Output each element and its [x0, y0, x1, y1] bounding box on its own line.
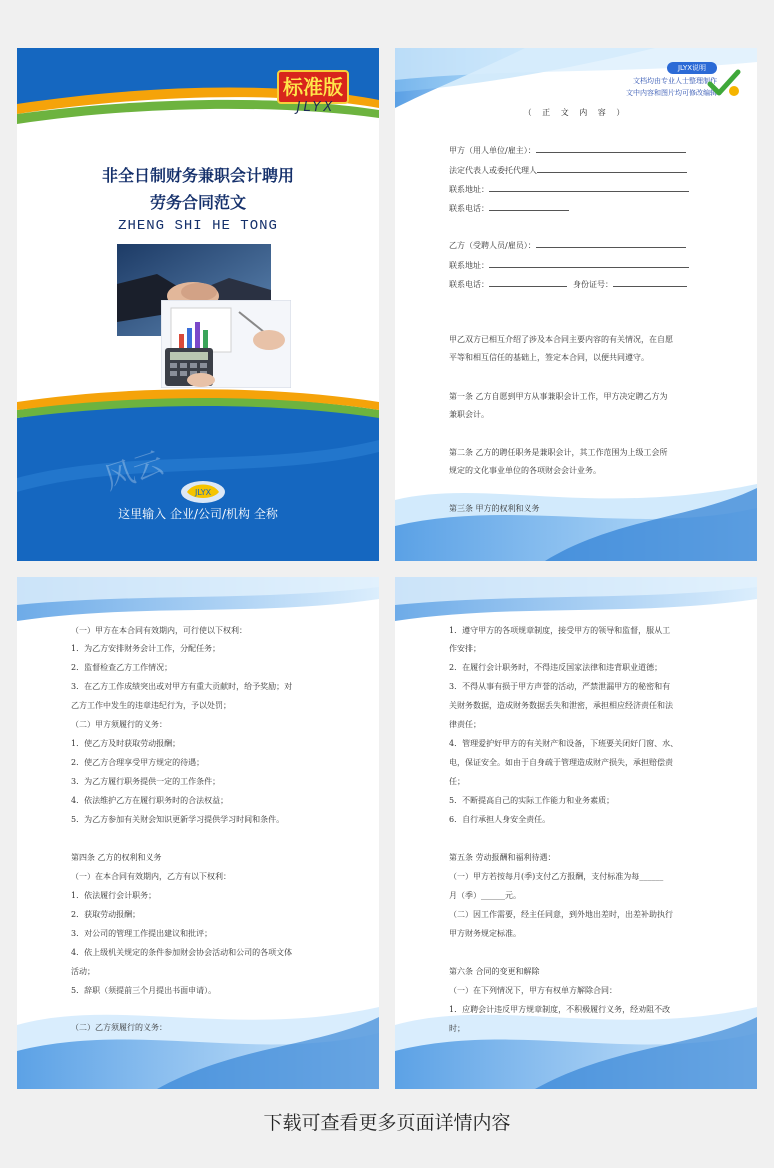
text-line: 2．在履行会计职务时，不得违反国家法律和违背职业道德；: [449, 663, 663, 672]
clause-3: 第三条 甲方的权利和义务: [449, 504, 540, 513]
cover-page: [17, 48, 379, 561]
cover-pinyin: ZHENG SHI HE TONG: [118, 218, 278, 234]
text-line: （一）甲方在本合同有效期内，可行使以下权利：: [71, 626, 247, 635]
text-line: 4．依法维护乙方在履行职务时的合法权益；: [71, 796, 229, 805]
text-line: 律责任；: [449, 720, 481, 729]
clause-5: 第五条 劳动报酬和福利待遇：: [449, 853, 556, 862]
party-a-phone-label: 联系电话：: [449, 204, 489, 213]
cover-company-name: 这里输入 企业/公司/机构 全称: [118, 507, 278, 521]
brand-logo-icon: [179, 478, 227, 506]
text-line: 活动；: [71, 967, 95, 976]
party-b-phone-blank[interactable]: [489, 279, 567, 287]
contract-page-3: [395, 577, 757, 1089]
text-line: 1．使乙方及时获取劳动报酬；: [71, 739, 181, 748]
note-line-1: 文档均由专业人士整理制作: [633, 77, 717, 85]
text-line: 2．监督检查乙方工作情况；: [71, 663, 173, 672]
party-b-addr-blank[interactable]: [489, 260, 689, 268]
text-line: （二）乙方须履行的义务：: [71, 1023, 167, 1032]
party-b-label: 乙方（受聘人员/雇员）：: [449, 241, 536, 250]
party-b-line: [449, 240, 686, 251]
cover-title-line2: 劳务合同范文: [149, 193, 246, 212]
contract-page-2: [17, 577, 379, 1089]
text-line: 时；: [449, 1024, 465, 1033]
party-a-phone-line: [449, 203, 569, 214]
brand-logo-text: JLYX: [194, 488, 212, 497]
text-line: 5．不断提高自己的实际工作能力和业务素质；: [449, 796, 615, 805]
text-line: 4．依上级机关规定的条件参加财会协会活动和公司的各项文体: [71, 948, 293, 957]
text-line: 1．应聘会计违反甲方规章制度，不积极履行义务，经劝阻不改: [449, 1005, 671, 1014]
party-b-contact-line: [449, 279, 687, 290]
text-line: 2．获取劳动报酬；: [71, 910, 141, 919]
party-a-addr-label: 联系地址：: [449, 185, 489, 194]
party-a-rep-blank[interactable]: [537, 165, 687, 173]
calculator-photo: [161, 300, 291, 388]
text-line: 3．不得从事有损于甲方声誉的活动，严禁泄漏甲方的秘密和有: [449, 682, 671, 691]
download-more-link[interactable]: 下载可查看更多页面详情内容: [263, 1112, 511, 1134]
section-title: （ 正 文 内 容 ）: [523, 108, 629, 117]
text-line: （一）甲方若按每月(季)支付乙方报酬，支付标准为每______: [449, 872, 664, 881]
clause-4: 第四条 乙方的权利和义务: [71, 853, 162, 862]
paragraph-line: 规定的文化事业单位的各项财会会计业务。: [449, 466, 601, 475]
text-line: 3．对公司的管理工作提出建议和批评；: [71, 929, 213, 938]
checkmark-icon: [707, 68, 741, 98]
text-line: （一）在本合同有效期内，乙方有以下权利：: [71, 872, 231, 881]
text-line: （一）在下列情况下，甲方有权单方解除合同：: [449, 986, 617, 995]
party-b-id-label: 身份证号：: [573, 280, 613, 289]
party-a-rep-label: 法定代表人或委托代理人: [449, 166, 537, 175]
text-line: 3．为乙方履行职务提供一定的工作条件；: [71, 777, 221, 786]
paragraph-line: 兼职会计。: [449, 410, 489, 419]
note-line-2: 文中内容和图片均可修改编辑: [626, 89, 717, 97]
party-a-addr-blank[interactable]: [489, 184, 689, 192]
party-b-phone-label: 联系电话：: [449, 280, 489, 289]
text-line: 乙方工作中发生的违章违纪行为，予以处罚；: [71, 701, 231, 710]
clause-6: 第六条 合同的变更和解除: [449, 967, 540, 976]
party-a-line: [449, 145, 686, 156]
party-b-addr-line: [449, 260, 689, 271]
cover-title-line1: 非全日制财务兼职会计聘用: [101, 166, 294, 185]
party-a-addr-line: [449, 184, 689, 195]
edition-badge-brand: JLYX: [296, 100, 336, 115]
text-line: 任；: [449, 777, 465, 786]
edition-badge: 标准版: [277, 70, 349, 104]
text-line: 月（季）______元。: [449, 891, 521, 900]
clause-2: 第二条 乙方的聘任职务是兼职会计，其工作范围为上级工会所: [449, 448, 668, 457]
text-line: 6．自行承担人身安全责任。: [449, 815, 551, 824]
paragraph-line: 平等和相互信任的基础上，签定本合同，以便共同遵守。: [449, 353, 649, 362]
paragraph-line: 甲乙双方已相互介绍了涉及本合同主要内容的有关情况，在自愿: [449, 335, 673, 344]
clause-1: 第一条 乙方自愿到甲方从事兼职会计工作，甲方决定聘乙方为: [449, 392, 668, 401]
contract-page-1: [395, 48, 757, 561]
party-a-label: 甲方（用人单位/雇主）：: [449, 146, 536, 155]
text-line: （二）甲方须履行的义务：: [71, 720, 167, 729]
text-line: 3．在乙方工作成绩突出或对甲方有重大贡献时，给予奖励；对: [71, 682, 293, 691]
text-line: 2．使乙方合理享受甲方规定的待遇；: [71, 758, 205, 767]
party-b-blank[interactable]: [536, 240, 686, 248]
text-line: 1．遵守甲方的各项规章制度，接受甲方的领导和监督，服从工: [449, 626, 671, 635]
party-a-phone-blank[interactable]: [489, 203, 569, 211]
party-b-id-blank[interactable]: [613, 279, 687, 287]
text-line: 作安排；: [449, 644, 481, 653]
text-line: 甲方财务规定标准。: [449, 929, 521, 938]
cover-watermark: 风云: [100, 445, 169, 498]
text-line: 电，保证安全。如由于自身疏于管理造成财产损失，承担赔偿责: [449, 758, 673, 767]
text-line: 4．管理爱护好甲方的有关财产和设备，下班要关闭好门窗、水、: [449, 739, 679, 748]
text-line: 5．为乙方参加有关财会知识更新学习提供学习时间和条件。: [71, 815, 285, 824]
text-line: （二）因工作需要，经主任同意，到外地出差时，出差补助执行: [449, 910, 673, 919]
text-line: 关财务数据，造成财务数据丢失和泄密，承担相应经济责任和法: [449, 701, 673, 710]
text-line: 5．辞职（须提前三个月提出书面申请）。: [71, 986, 217, 995]
text-line: 1．依法履行会计职务；: [71, 891, 157, 900]
text-line: 1．为乙方安排财务会计工作，分配任务；: [71, 644, 221, 653]
note-badge: JLYX说明: [667, 62, 717, 74]
page-wave-background: [395, 48, 757, 561]
party-a-rep-line: [449, 165, 687, 176]
party-a-blank[interactable]: [536, 145, 686, 153]
party-b-addr-label: 联系地址：: [449, 261, 489, 270]
